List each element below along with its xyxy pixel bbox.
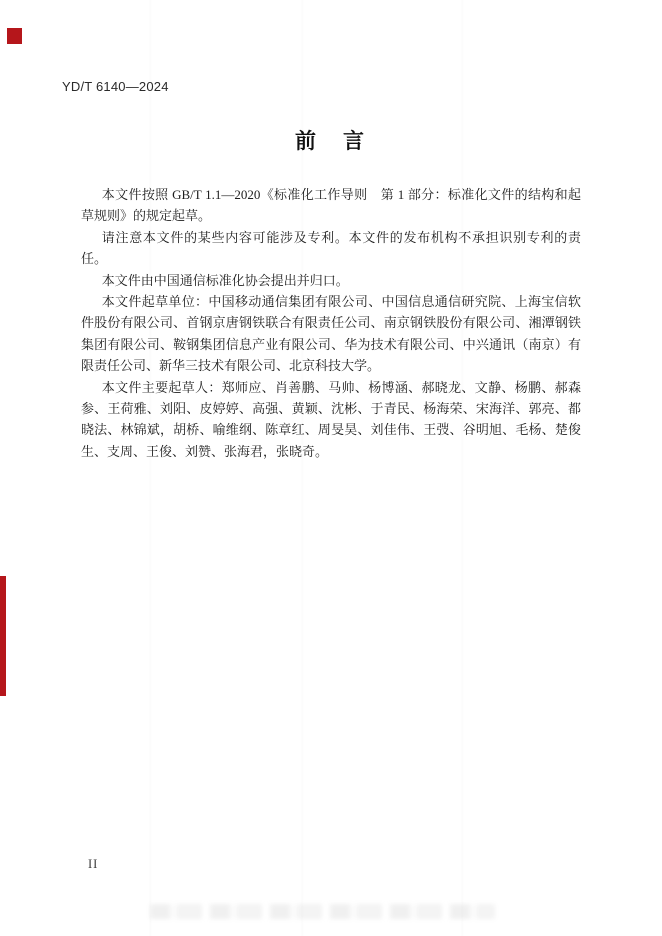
foreword-paragraph-5: 本文件主要起草人：郑师应、肖善鹏、马帅、杨博涵、郝晓龙、文静、杨鹏、郝森参、王荷雅、刘阳、皮婷婷、高强、黄颖、沈彬、于青民、杨海荣、宋海洋、郭亮、都晓法、林锦斌，胡桥、喻维纲、陈章红、周旻昊、刘佳伟、王弢、谷明旭、毛杨、楚俊生、支周、王俊、刘赞、张海君，张晓奇。 bbox=[81, 379, 581, 459]
foreword-paragraph-2: 请注意本文件的某些内容可能涉及专利。本文件的发布机构不承担识别专利的责任。 bbox=[81, 229, 581, 267]
page-number: II bbox=[88, 857, 99, 871]
foreword-paragraph-3: 本文件由中国通信标准化协会提出并归口。 bbox=[101, 272, 349, 288]
red-corner-mark bbox=[7, 28, 22, 44]
standard-number: YD/T 6140—2024 bbox=[62, 79, 169, 94]
foreword-paragraph-4: 本文件起草单位：中国移动通信集团有限公司、中国信息通信研究院、上海宝信软件股份有限公司、首钢京唐钢铁联合有限责任公司、南京钢铁股份有限公司、湘潭钢铁集团有限公司、鞍钢集团信息产业有限公司、华为技术有限公司、中兴通讯（南京）有限责任公司、新华三技术有限公司、北京科技大学。 bbox=[81, 294, 581, 374]
foreword-body bbox=[81, 184, 581, 462]
page-title: 前 言 bbox=[295, 130, 367, 153]
watermark bbox=[150, 904, 495, 919]
red-edge-mark bbox=[0, 576, 6, 696]
foreword-paragraph-1: 本文件按照 GB/T 1.1—2020《标准化工作导则 第 1 部分：标准化文件的结构和起草规则》的规定起草。 bbox=[81, 187, 581, 224]
